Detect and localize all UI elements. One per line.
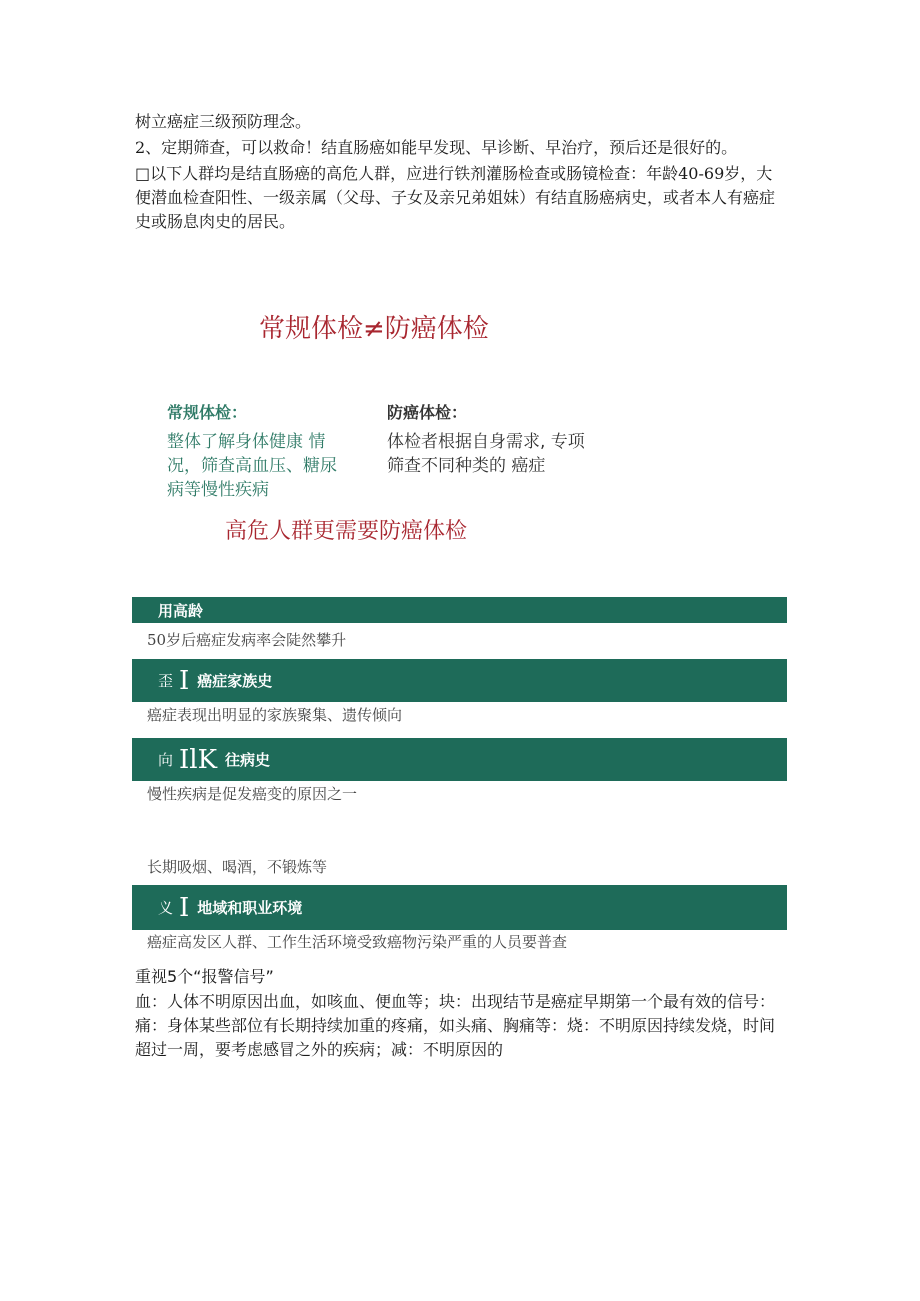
risk-glyph: I [179, 665, 190, 696]
intro-line-1: 树立癌症三级预防理念。 [135, 112, 312, 131]
warning-body: 血：人体不明原因出血，如咳血、便血等；块：出现结节是癌症早期第一个最有效的信号：痛：身体某些部位有长期持续加重的疼痛，如头痛、胸痛等：烧：不明原因持续发烧，时间超过一周，要考虑感冒之外的疾病；减：不明原因的 [135, 992, 776, 1059]
risk-bar-environment [132, 885, 787, 930]
risk-label: 往病史 [225, 751, 271, 769]
risk-note-medical-history: 慢性疾病是促发癌变的原因之一 [147, 785, 358, 803]
risk-note-lifestyle: 长期吸烟、喝酒，不锻炼等 [147, 858, 328, 876]
cancer-screening-body: 体检者根据自身需求, 专项筛查不同种类的 癌症 [387, 432, 585, 476]
risk-label: 癌症家族史 [197, 672, 273, 690]
intro-line-3: □以下人群均是结直肠癌的高危人群，应进行铁剂灌肠检查或肠镜检查：年龄40-69岁，大便潜血检查阳性、一级亲属（父母、子女及亲兄弟姐妹）有结直肠癌病史，或者本人有癌症史或肠息肉史的居民。 [135, 164, 776, 231]
routine-checkup-heading: 常规体检： [167, 403, 248, 422]
risk-prefix: 歪 [158, 672, 174, 690]
intro-line-2: 2、定期筛查，可以救命！结直肠癌如能早发现、早诊断、早治疗，预后还是很好的。 [135, 138, 738, 157]
risk-label: 地域和职业环境 [197, 899, 303, 917]
risk-note-family-history: 癌症表现出明显的家族聚集、遗传倾向 [147, 706, 403, 724]
risk-bar-medical-history [132, 738, 787, 781]
risk-glyph: I [179, 892, 190, 923]
routine-checkup-body: 整体了解身体健康 情况，筛查高血压、糖尿病等慢性疾病 [167, 432, 337, 500]
figure-title: 常规体检≠防癌体检 [259, 314, 489, 344]
cancer-screening-heading: 防癌体检： [387, 403, 468, 422]
risk-label: 用高龄 [158, 601, 204, 620]
risk-prefix: 向 [158, 751, 174, 769]
figure-subtitle: 高危人群更需要防癌体检 [225, 519, 468, 544]
risk-note-age: 50岁后癌症发病率会陡然攀升 [147, 631, 347, 649]
risk-note-environment: 癌症高发区人群、工作生活环境受致癌物污染严重的人员要普查 [147, 933, 568, 951]
risk-bar-age [132, 597, 787, 623]
risk-prefix: 义 [158, 899, 174, 917]
risk-bar-family-history [132, 659, 787, 702]
risk-glyph: IlK [179, 744, 218, 775]
warning-heading: 重视5个“报警信号” [135, 967, 274, 986]
